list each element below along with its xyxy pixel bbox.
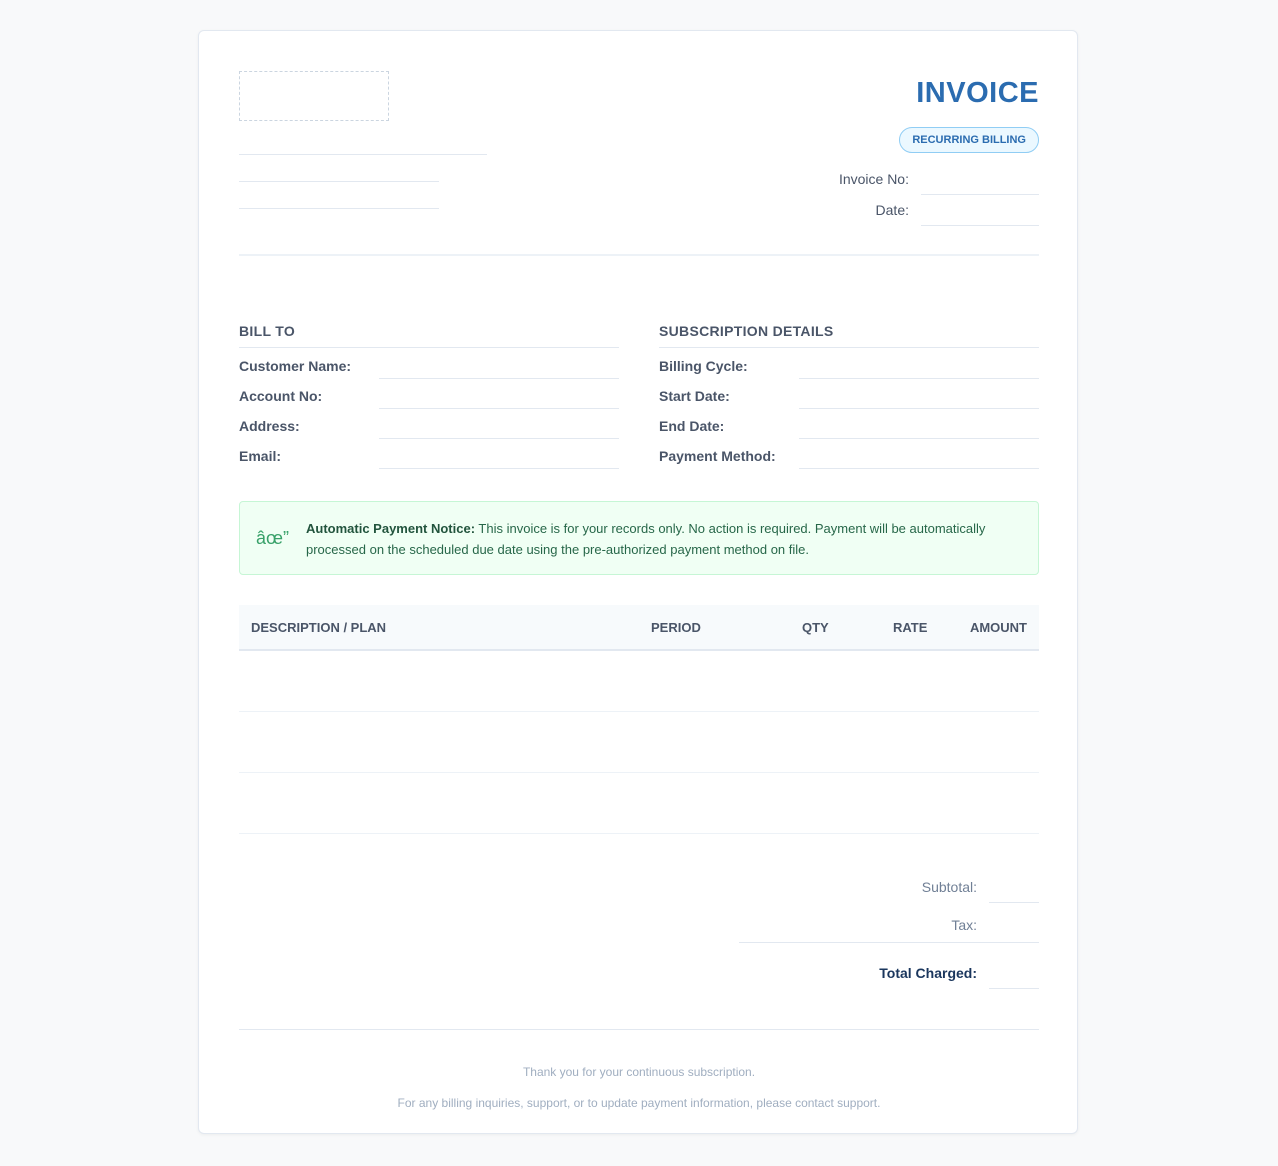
end-date-row — [659, 408, 1039, 438]
notice-body: This invoice is for your records only. No action is required. Payment will be automatically processed on the scheduled due date using the pre-authorized payment method on file. — [306, 521, 986, 557]
start-date-row — [659, 378, 1039, 408]
footer-support-note: For any billing inquiries, support, or to update payment information, please contact support. — [397, 1096, 881, 1110]
account-no-label: Account No: — [239, 388, 323, 404]
column-header-rate: RATE — [893, 620, 928, 635]
column-header-amount: AMOUNT — [969, 620, 1027, 635]
date-label: Date: — [875, 202, 909, 218]
tax-label: Tax: — [951, 917, 977, 933]
invoice-page — [198, 30, 1078, 1134]
recurring-billing-badge: RECURRING BILLING — [899, 127, 1039, 153]
total-charged-value — [989, 988, 1039, 989]
email-field[interactable] — [379, 468, 619, 469]
date-field[interactable] — [921, 225, 1039, 226]
column-header-period: PERIOD — [651, 620, 701, 635]
email-row — [239, 438, 619, 468]
payment-method-row — [659, 438, 1039, 468]
subtotal-label: Subtotal: — [921, 879, 977, 895]
table-row[interactable] — [239, 651, 1039, 712]
total-charged-row — [739, 959, 1039, 989]
customer-name-label: Customer Name: — [239, 358, 352, 374]
totals-divider — [739, 942, 1039, 943]
company-address-line — [239, 154, 487, 155]
subscription-section — [659, 323, 1039, 468]
subtotal-value — [989, 902, 1039, 903]
notice-text — [306, 518, 1006, 560]
automatic-payment-notice — [239, 501, 1039, 575]
billing-cycle-label: Billing Cycle: — [659, 358, 748, 374]
bill-to-heading: BILL TO — [239, 323, 619, 348]
subtotal-row — [739, 873, 1039, 903]
column-header-qty: QTY — [802, 620, 829, 635]
header-divider — [239, 254, 1039, 256]
table-row[interactable] — [239, 773, 1039, 834]
start-date-label: Start Date: — [659, 388, 730, 404]
tax-row — [739, 911, 1039, 941]
table-row[interactable] — [239, 712, 1039, 773]
logo-placeholder — [239, 71, 389, 121]
customer-name-row — [239, 348, 619, 378]
address-label: Address: — [239, 418, 300, 434]
invoice-no-field[interactable] — [921, 194, 1039, 195]
invoice-no-row — [739, 171, 1039, 195]
company-address-line — [239, 181, 439, 182]
column-header-description: DESCRIPTION / PLAN — [251, 620, 387, 635]
billing-cycle-row — [659, 348, 1039, 378]
invoice-title: INVOICE — [916, 77, 1039, 109]
line-items-table — [239, 605, 1039, 834]
address-row — [239, 408, 619, 438]
email-label: Email: — [239, 448, 282, 464]
company-address-line — [239, 208, 439, 209]
footer-thank-you: Thank you for your continuous subscription. — [522, 1065, 756, 1079]
invoice-no-label: Invoice No: — [838, 171, 909, 187]
notice-title: Automatic Payment Notice: — [306, 521, 476, 536]
account-no-row — [239, 378, 619, 408]
date-row — [739, 202, 1039, 226]
checkmark-icon: âœ” — [256, 528, 289, 548]
payment-method-label: Payment Method: — [659, 448, 776, 464]
footer-divider — [239, 1029, 1039, 1030]
table-header — [239, 605, 1039, 651]
payment-method-field[interactable] — [799, 468, 1039, 469]
total-charged-label: Total Charged: — [879, 965, 977, 981]
subscription-heading: SUBSCRIPTION DETAILS — [659, 323, 1039, 348]
bill-to-section — [239, 323, 619, 468]
end-date-label: End Date: — [659, 418, 725, 434]
